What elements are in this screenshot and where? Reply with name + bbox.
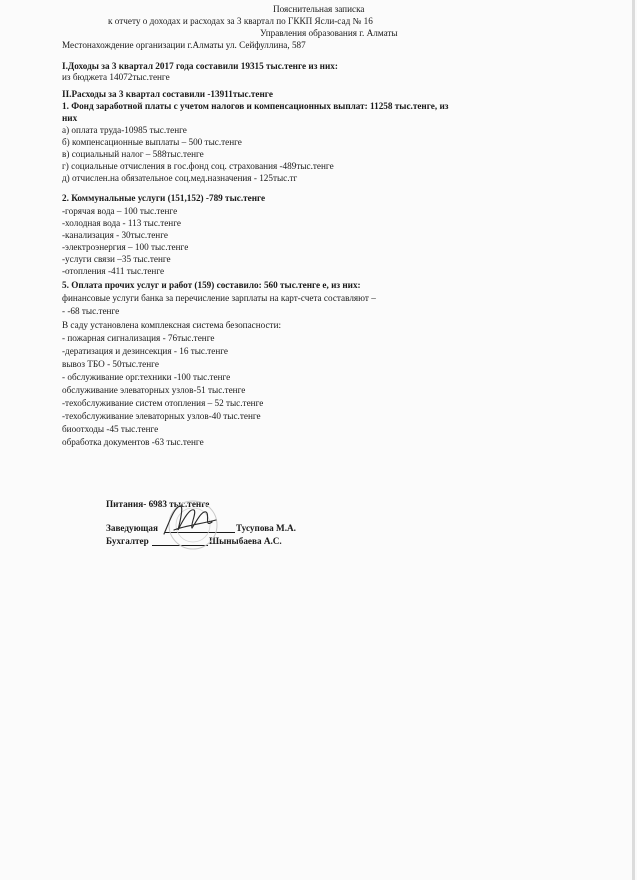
- head-name: Тусупова М.А.: [236, 523, 296, 533]
- accountant-name: Шыныбаева А.С.: [209, 536, 282, 546]
- other-services-item: - обслуживание орг.техники -100 тыс.тенге: [62, 372, 231, 382]
- utilities-heading: 2. Коммунальные услуги (151,152) -789 тыс.тенге: [62, 193, 266, 203]
- document-organization: Управления образования г. Алматы: [260, 28, 398, 38]
- payroll-item: а) оплата труда-10985 тыс.тенге: [62, 125, 187, 135]
- document-subtitle: к отчету о доходах и расходах за 3 квартал по ГККП Ясли-сад № 16: [108, 16, 373, 26]
- payroll-heading: 1. Фонд заработной платы с учетом налогов и компенсационных выплат: 11258 тыс.тенге, из: [62, 101, 449, 111]
- income-heading: I.Доходы за 3 квартал 2017 года составили 19315 тыс.тенге из них:: [62, 61, 338, 71]
- other-services-item: финансовые услуги банка за перечисление зарплаты на карт-счета составляют –: [62, 293, 376, 303]
- expenses-heading: II.Расходы за 3 квартал составили -13911тыс.тенге: [62, 89, 273, 99]
- signature-icon: [160, 500, 220, 542]
- payroll-item: в) социальный налог – 588тыс.тенге: [62, 149, 204, 159]
- other-services-heading: 5. Оплата прочих услуг и работ (159) составило: 560 тыс.тенге е, из них:: [62, 280, 361, 290]
- other-services-item: обслуживание элеваторных узлов-51 тыс.тенге: [62, 385, 246, 395]
- other-services-item: вывоз ТБО - 50тыс.тенге: [62, 359, 159, 369]
- income-budget: из бюджета 14072тыс.тенге: [62, 72, 170, 82]
- organization-location: Местонахождение организации г.Алматы ул. Сейфуллина, 587: [62, 40, 306, 50]
- other-services-item: В саду установлена комплексная система безопасности:: [62, 320, 282, 330]
- payroll-item: г) социальные отчисления в гос.фонд соц. страхования -489тыс.тенге: [62, 161, 334, 171]
- payroll-item: б) компенсационные выплаты – 500 тыс.тенге: [62, 137, 242, 147]
- accountant-label: Бухгалтер: [106, 536, 149, 546]
- utilities-item: -электроэнергия – 100 тыс.тенге: [62, 242, 189, 252]
- payroll-heading-cont: них: [62, 113, 78, 123]
- payroll-item: д) отчислен.на обязательное соц.мед.назначения - 125тыс.тг: [62, 173, 298, 183]
- food-expenses: Питания- 6983 тыс.тенге: [106, 499, 210, 509]
- other-services-item: - -68 тыс.тенге: [62, 306, 120, 316]
- utilities-item: -канализация - 30тыс.тенге: [62, 230, 168, 240]
- other-services-item: -дератизация и дезинсекция - 16 тыс.тенге: [62, 346, 229, 356]
- other-services-item: -техобслуживание элеваторных узлов-40 тыс.тенге: [62, 411, 261, 421]
- head-label: Заведующая: [106, 523, 158, 533]
- other-services-item: -техобслуживание систем отопления – 52 тыс.тенге: [62, 398, 264, 408]
- scan-edge-right: [632, 0, 635, 880]
- other-services-item: - пожарная сигнализация - 76тыс.тенге: [62, 333, 215, 343]
- other-services-item: обработка документов -63 тыс.тенге: [62, 437, 204, 447]
- utilities-item: -холодная вода - 113 тыс.тенге: [62, 218, 181, 228]
- other-services-item: биоотходы -45 тыс.тенге: [62, 424, 159, 434]
- utilities-item: -отопления -411 тыс.тенге: [62, 266, 165, 276]
- document-title: Пояснительная записка: [273, 4, 365, 14]
- utilities-item: -услуги связи –35 тыс.тенге: [62, 254, 171, 264]
- utilities-item: -горячая вода – 100 тыс.тенге: [62, 206, 178, 216]
